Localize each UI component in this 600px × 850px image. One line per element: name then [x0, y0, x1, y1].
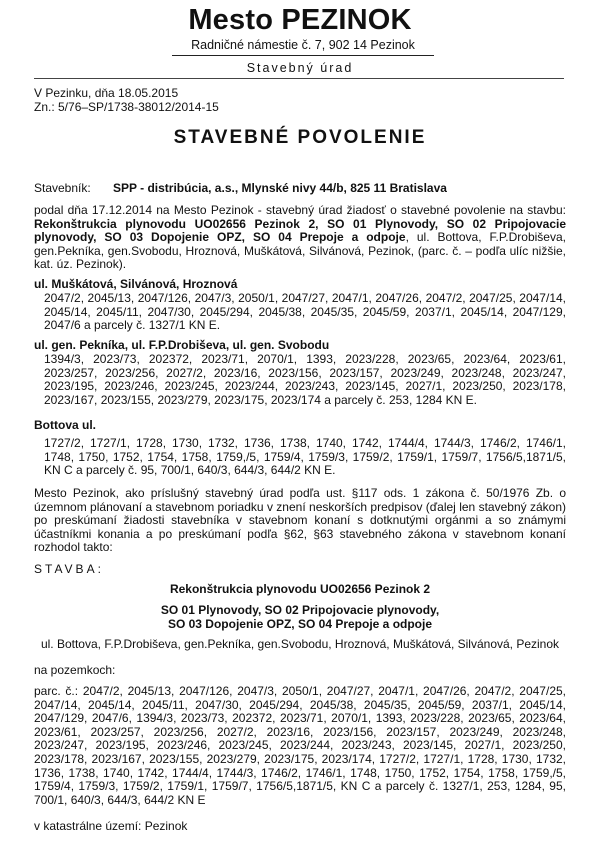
intro-text: podal dňa 17.12.2014 na Mesto Pezinok - stavebný úrad žiadosť o stavebné povolenie na stavbu: [34, 203, 566, 217]
section-heading: ul. Muškátová, Silvánová, Hroznová [34, 277, 238, 291]
application-intro [34, 204, 566, 272]
section-parcels: 2047/2, 2045/13, 2047/126, 2047/3, 2050/1, 2047/27, 2047/1, 2047/26, 2047/2, 2047/25, 2047/14, 2045/14, 2045/11, 2047/30, 2045/294, 2045/38, 2045/35, 2045/59, 2037/1, 2045/14, 2047/129, 2047/6 a parcely č. 1327/1 KN E. [44, 291, 566, 333]
city-title: Mesto PEZINOK [188, 4, 412, 36]
document-title: STAVEBNÉ POVOLENIE [173, 127, 427, 148]
builder-label: Stavebník: [34, 181, 91, 195]
section-parcels: 1727/2, 1727/1, 1728, 1730, 1732, 1736, 1738, 1740, 1742, 1744/4, 1744/3, 1746/2, 1746/1, 1748, 1750, 1752, 1754, 1758, 1759,/5, 1759/4, 1759/3, 1759/2, 1759/1, 1759/7, 1756/5,1871/5, KN C a parcely č. 95, 700/1, 640/3, 644/3, 644/2 KN E. [44, 436, 566, 478]
project-name: Rekonštrukcia plynovodu UO02656 Pezinok 2, SO 01 Plynovody, SO 02 Pripojovacie plynovody, SO 03 Dopojenie OPZ, SO 04 Prepoje a odpoje [34, 216, 566, 245]
intro-streets: , ul. Bottova, F.P.Drobiševa, gen.Pekníka, gen.Svobodu, Hroznová, Muškátová, Silvánová, Pezinok, (parc. č. – podľa ulíc nižšie, kat. úz. Pezinok). [34, 230, 566, 272]
stavba-streets: ul. Bottova, F.P.Drobiševa, gen.Pekníka, gen.Svobodu, Hroznová, Muškátová, Silvánová, Pezinok [40, 637, 560, 651]
office-name: Stavebný úrad [246, 61, 354, 75]
reference-number: Zn.: 5/76–SP/1738-38012/2014-15 [34, 100, 219, 114]
cadastral-area: v katastrálne území: Pezinok [34, 819, 188, 833]
stavba-name: Rekonštrukcia plynovodu UO02656 Pezinok 2 [169, 582, 431, 596]
section-heading: ul. gen. Pekníka, ul. F.P.Drobiševa, ul. gen. Svobodu [34, 338, 330, 352]
section-heading: Bottova ul. [34, 418, 96, 432]
section-parcels: 1394/3, 2023/73, 202372, 2023/71, 2070/1, 1393, 2023/228, 2023/65, 2023/64, 2023/61, 2023/257, 2023/256, 2027/2, 2023/16, 2023/156, 2023/157, 2023/249, 2023/248, 2023/247, 2023/195, 2023/246, 2023/245, 2023/244, 2023/243, 2023/145, 2027/1, 2023/250, 2023/178, 2023/167, 2023/155, 2023/279, 2023/175, 2023/174 a parcely č. 253, 1284 KN E. [44, 352, 566, 407]
city-address: Radničné námestie č. 7, 902 14 Pezinok [191, 38, 415, 52]
address-underline [172, 55, 434, 56]
builder-value: SPP - distribúcia, a.s., Mlynské nivy 44/b, 825 11 Bratislava [113, 181, 447, 195]
plots-list: parc. č.: 2047/2, 2045/13, 2047/126, 2047/3, 2050/1, 2047/27, 2047/1, 2047/26, 2047/2, 2047/25, 2047/14, 2045/14, 2045/11, 2047/30, 2045/294, 2045/38, 2045/35, 2045/59, 2037/1, 2045/14, 2047/129, 2047/6, 1394/3, 2023/73, 202372, 2023/71, 2070/1, 1393, 2023/228, 2023/65, 2023/64, 2023/61, 2023/257, 2023/256, 2027/2, 2023/16, 2023/156, 2023/157, 2023/249, 2023/248, 2023/247, 2023/195, 2023/246, 2023/245, 2023/244, 2023/243, 2023/145, 2027/1, 2023/250, 2023/178, 2023/167, 2023/155, 2023/279, 2023/175, 2023/174, 1727/2, 1727/1, 1728, 1730, 1732, 1736, 1738, 1740, 1742, 1744/4, 1744/3, 1746/2, 1746/1, 1748, 1750, 1752, 1754, 1758, 1759,/5, 1759/4, 1759/3, 1759/2, 1759/1, 1759/7, 1756/5,1871/5, KN C a parcely č. 1327/1, 253, 1284, 95, 700/1, 640/3, 644/3, 644/2 KN E [34, 684, 566, 807]
stavba-objects-line: SO 01 Plynovody, SO 02 Pripojovacie plynovody, [160, 603, 440, 617]
document-date: V Pezinku, dňa 18.05.2015 [34, 86, 179, 100]
stavba-label: STAVBA: [34, 562, 104, 576]
plots-label: na pozemkoch: [34, 663, 116, 677]
decision-text: Mesto Pezinok, ako príslušný stavebný úrad podľa ust. §117 ods. 1 zákona č. 50/1976 Zb. o územnom plánovaní a stavebnom poriadku v znení neskorších predpisov (ďalej len stavebný zákon) po preskúmaní žiadosti stavebníka v stavebnom konaní s dotknutými orgánmi a so známymi účastníkmi konania a po preskúmaní podľa §62, §63 stavebného zákona v stavebnom konaní rozhodol takto: [34, 486, 566, 555]
stavba-objects-line: SO 03 Dopojenie OPZ, SO 04 Prepoje a odpoje [167, 617, 433, 631]
header-divider [34, 78, 564, 79]
